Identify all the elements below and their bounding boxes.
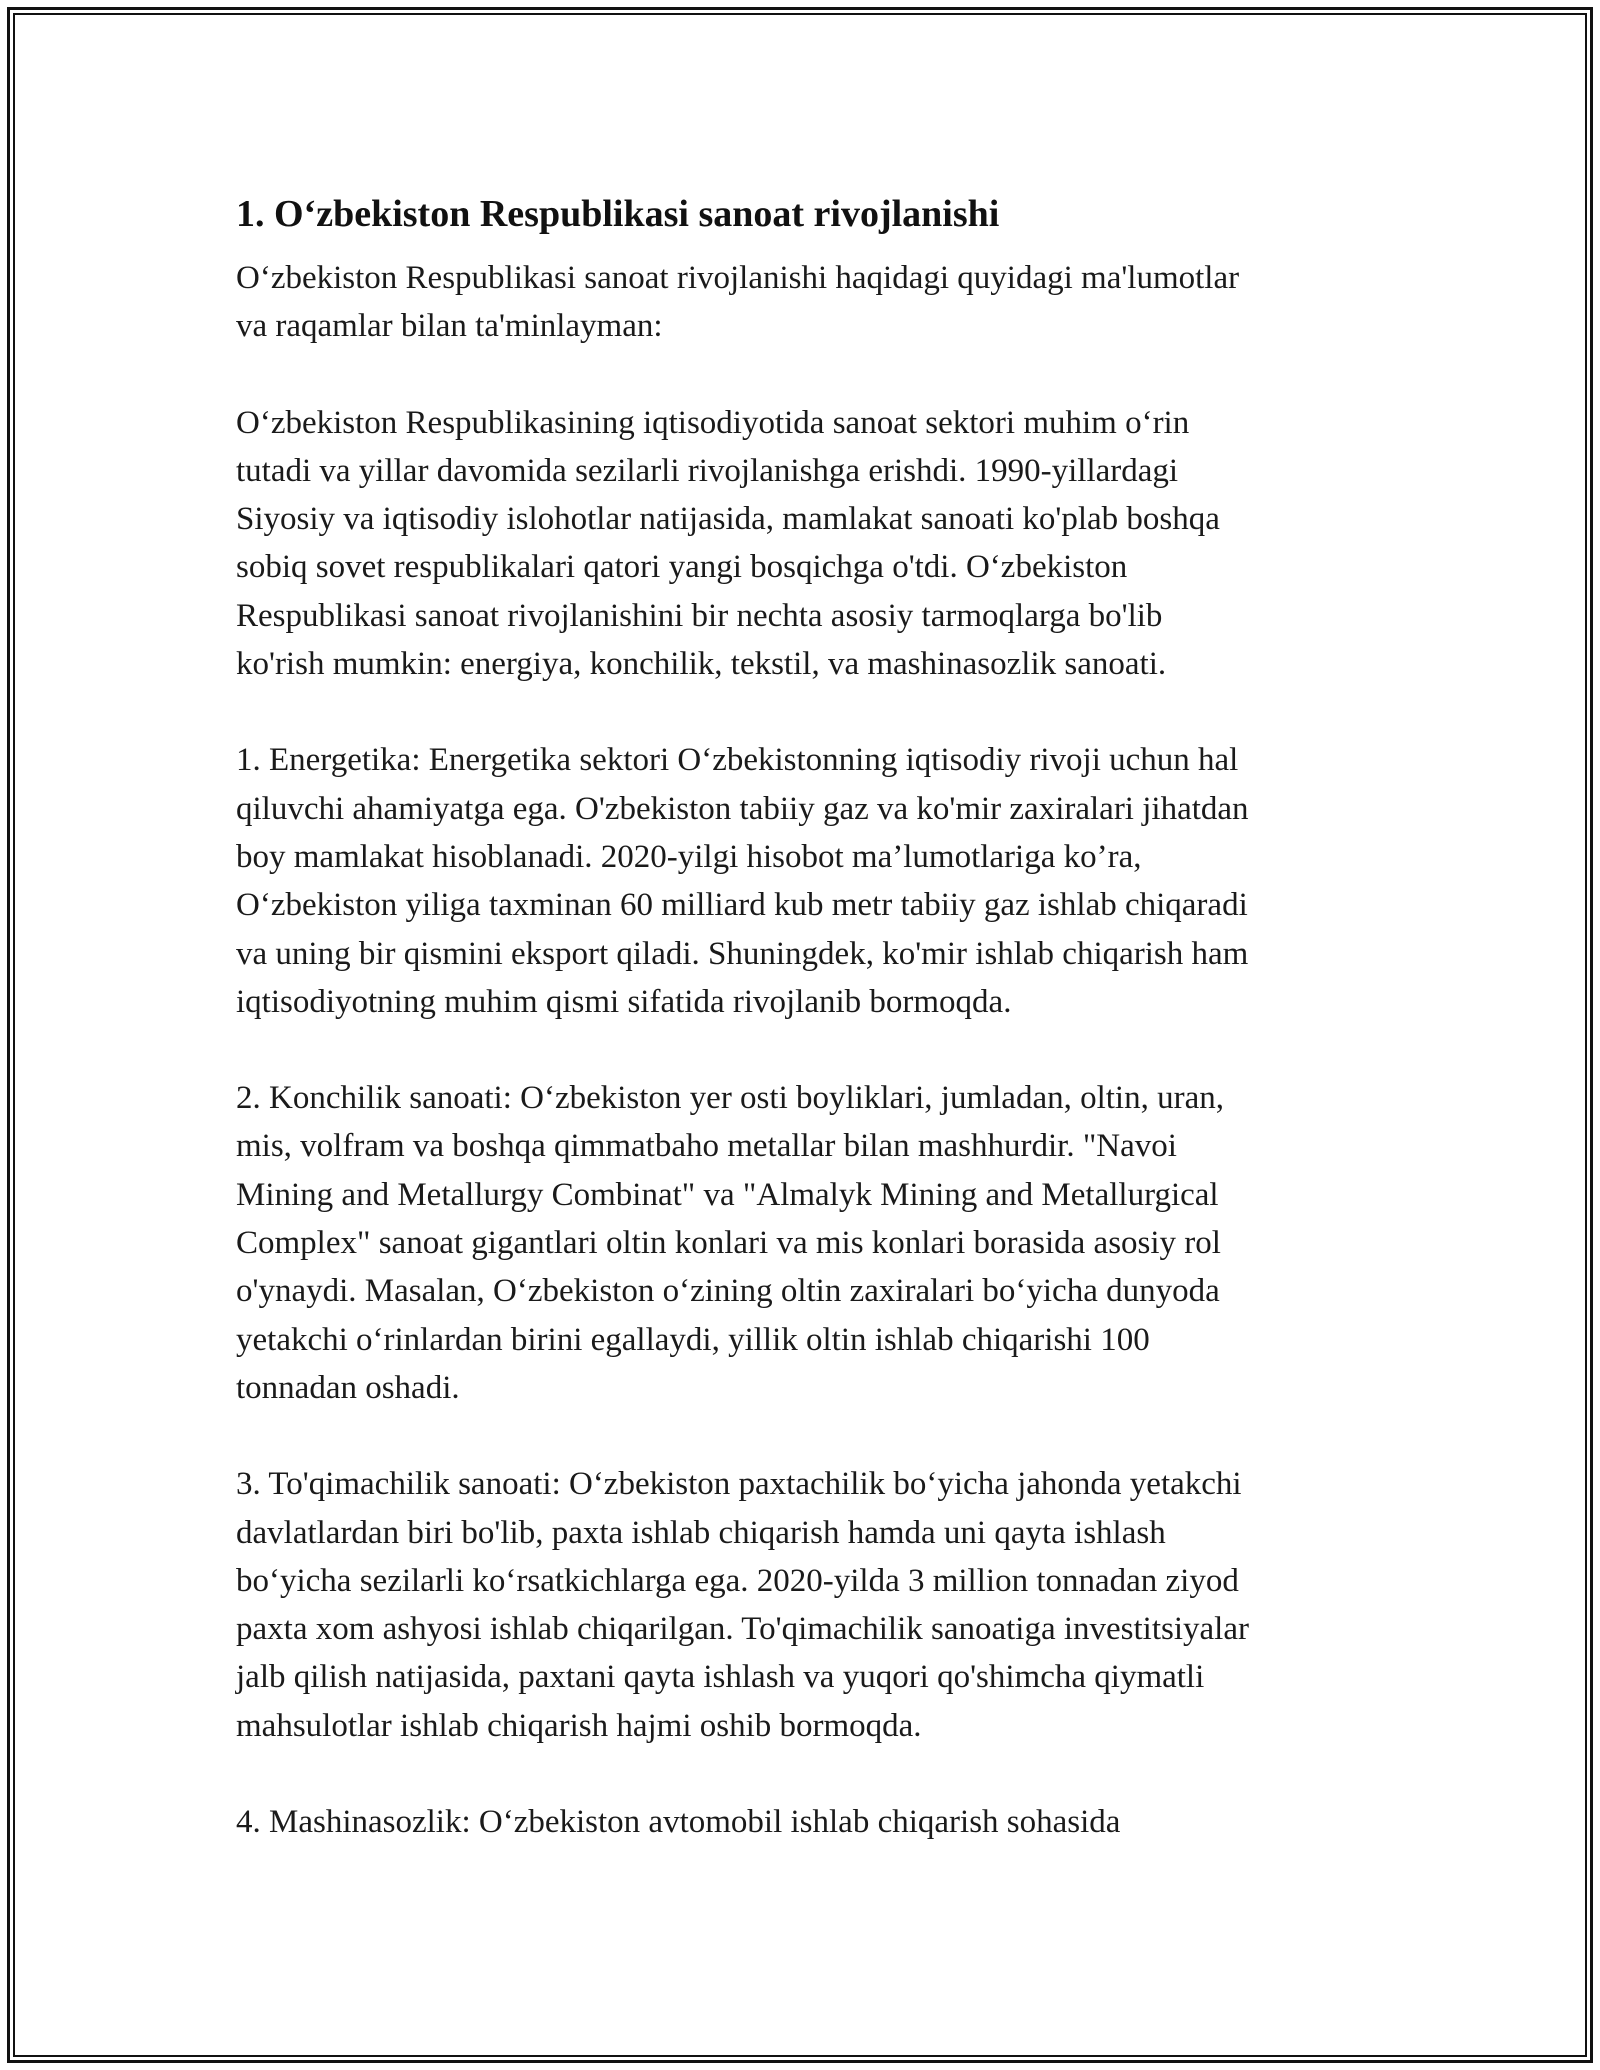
document-body [236, 186, 1376, 1846]
overview-paragraph: O‘zbekiston Respublikasining iqtisodiyotida sanoat sektori muhim o‘rin tutadi va yillar davomida sezilarli rivojlanishga erishdi. 1990-yillardagi Siyosiy va iqtisodiy islohotlar natijasida, mamlakat sanoati ko'plab boshqa sobiq sovet respublikalari qatori yangi bosqichga o'tdi. O‘zbekiston Respublikasi sanoat rivojlanishini bir nechta asosiy tarmoqlarga bo'lib ko'rish mumkin: energiya, konchilik, tekstil, va mashinasozlik sanoati. [236, 404, 1220, 683]
textile-paragraph: 3. To'qimachilik sanoati: O‘zbekiston paxtachilik bo‘yicha jahonda yetakchi davlatlardan biri bo'lib, paxta ishlab chiqarish hamda uni qayta ishlash bo‘yicha sezilarli ko‘rsatkichlarga ega. 2020-yilda 3 million tonnadan ziyod paxta xom ashyosi ishlab chiqarilgan. To'qimachilik sanoatiga investitsiyalar jalb qilish natijasida, paxtani qayta ishlash va yuqori qo'shimcha qiymatli mahsulotlar ishlab chiqarish hajmi oshib bormoqda. [236, 1466, 1249, 1744]
machinery-paragraph: 4. Mashinasozlik: O‘zbekiston avtomobil ishlab chiqarish sohasida [236, 1804, 1121, 1841]
mining-paragraph: 2. Konchilik sanoati: O‘zbekiston yer osti boyliklari, jumladan, oltin, uran, mis, volfram va boshqa qimmatbaho metallar bilan mashhurdir. "Navoi Mining and Metallurgy Combinat" va "Almalyk Mining and Metallurgical Complex" sanoat gigantlari oltin konlari va mis konlari borasida asosiy rol o'ynaydi. Masalan, O‘zbekiston o‘zining oltin zaxiralari bo‘yicha dunyoda yetakchi o‘rinlardan birini egallaydi, yillik oltin ishlab chiqarishi 100 tonnadan oshadi. [236, 1080, 1224, 1406]
intro-paragraph: O‘zbekiston Respublikasi sanoat rivojlanishi haqidagi quyidagi ma'lumotlar va raqamlar bilan ta'minlayman: [236, 260, 1240, 345]
energy-paragraph: 1. Energetika: Energetika sektori O‘zbekistonning iqtisodiy rivoji uchun hal qiluvchi ahamiyatga ega. O'zbekiston tabiiy gaz va ko'mir zaxiralari jihatdan boy mamlakat hisoblanadi. 2020-yilgi hisobot ma’lumotlariga ko’ra, O‘zbekiston yiliga taxminan 60 milliard kub metr tabiiy gaz ishlab chiqaradi va uning bir qismini eksport qiladi. Shuningdek, ko'mir ishlab chiqarish ham iqtisodiyotning muhim qismi sifatida rivojlanib bormoqda. [236, 742, 1249, 1020]
page-title: 1. O‘zbekiston Respublikasi sanoat rivojlanishi [236, 193, 1000, 235]
